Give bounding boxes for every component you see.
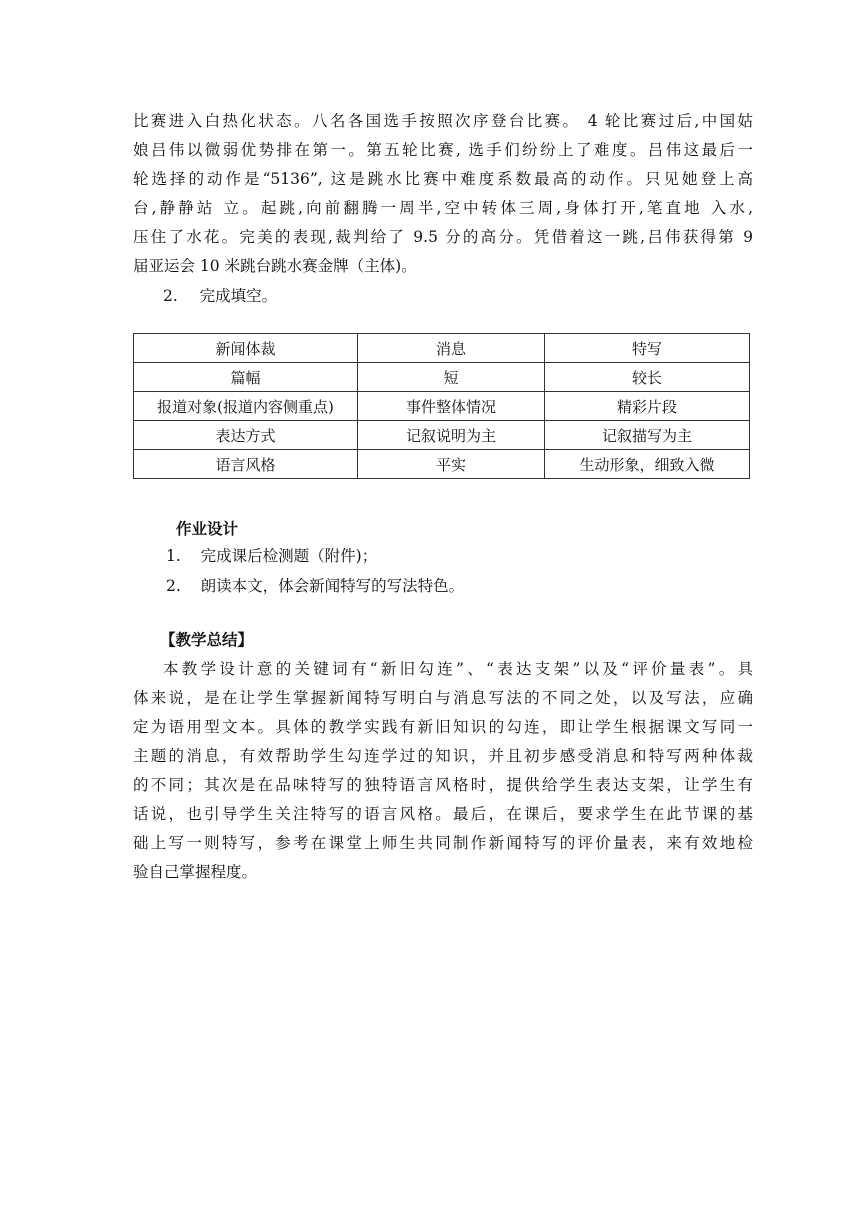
task-2: [163, 285, 277, 307]
intro-line: 娘吕伟以微弱优势排在第一。第五轮比赛, 选手们纷纷上了难度。吕伟这最后一: [133, 141, 753, 159]
table-row: [134, 334, 750, 363]
table-cell: 记叙描写为主: [545, 421, 750, 450]
homework-item-text: 完成课后检测题（附件)；: [200, 547, 378, 565]
table-row: [134, 421, 750, 450]
table-cell: 报道对象(报道内容侧重点): [134, 392, 358, 421]
table-cell: 短: [358, 363, 545, 392]
summary-line: 话说，也引导学生关注特写的语言风格。最后，在课后，要求学生在此节课的基: [133, 805, 753, 823]
homework-heading: 作业设计: [176, 520, 239, 538]
table-cell: 表达方式: [134, 421, 358, 450]
table-row: [134, 392, 750, 421]
intro-line: 压住了水花。完美的表现,裁判给了 9.5 分的高分。凭借着这一跳,吕伟获得第 9: [133, 228, 753, 246]
homework-item-number: 2.: [166, 577, 181, 595]
table-cell: 消息: [358, 334, 545, 363]
table-cell: 语言风格: [134, 450, 358, 479]
homework-item-2: [166, 575, 464, 597]
genre-comparison-table: [133, 333, 750, 479]
homework-item-1: [166, 545, 377, 567]
summary-paragraph: [133, 655, 753, 887]
intro-line: 轮选择的动作是“5136”, 这是跳水比赛中难度系数最高的动作。只见她登上高: [133, 170, 753, 188]
intro-line: 比赛进入白热化状态。八名各国选手按照次序登台比赛。 4 轮比赛过后,中国姑: [133, 112, 753, 130]
summary-line: 的不同；其次是在品味特写的独特语言风格时，提供给学生表达支架，让学生有: [133, 776, 753, 794]
summary-line: 体来说，是在让学生掌握新闻特写明白与消息写法的不同之处，以及写法，应确: [133, 689, 753, 707]
intro-paragraph: [133, 107, 753, 281]
table-row: [134, 450, 750, 479]
intro-line: 届亚运会 10 米跳台跳水赛金牌（主体)。: [133, 257, 417, 275]
table-cell: 精彩片段: [545, 392, 750, 421]
summary-line: 本教学设计意的关键词有“新旧勾连”、“表达支架”以及“评价量表”。具: [163, 660, 753, 678]
table-row: [134, 363, 750, 392]
homework-item-number: 1.: [166, 547, 181, 565]
table-cell: 篇幅: [134, 363, 358, 392]
intro-line: 台,静静站 立。起跳,向前翻腾一周半,空中转体三周,身体打开,笔直地 入水,: [133, 199, 753, 217]
table-cell: 特写: [545, 334, 750, 363]
table-cell: 记叙说明为主: [358, 421, 545, 450]
table-cell: 较长: [545, 363, 750, 392]
task-2-text: 完成填空。: [199, 287, 278, 305]
task-2-number: 2.: [163, 287, 178, 305]
summary-line: 验自己掌握程度。: [133, 863, 258, 881]
summary-line: 主题的消息，有效帮助学生勾连学过的知识，并且初步感受消息和特写两种体裁: [133, 747, 753, 765]
homework-item-text: 朗读本文，体会新闻特写的写法特色。: [200, 577, 465, 595]
table-cell: 新闻体裁: [134, 334, 358, 363]
table-cell: 平实: [358, 450, 545, 479]
summary-line: 定为语用型文本。具体的教学实践有新旧知识的勾连，即让学生根据课文写同一: [133, 718, 753, 736]
summary-line: 础上写一则特写，参考在课堂上师生共同制作新闻特写的评价量表，来有效地检: [133, 834, 753, 852]
summary-heading: 【教学总结】: [160, 631, 254, 649]
table-cell: 生动形象，细致入微: [545, 450, 750, 479]
table-cell: 事件整体情况: [358, 392, 545, 421]
